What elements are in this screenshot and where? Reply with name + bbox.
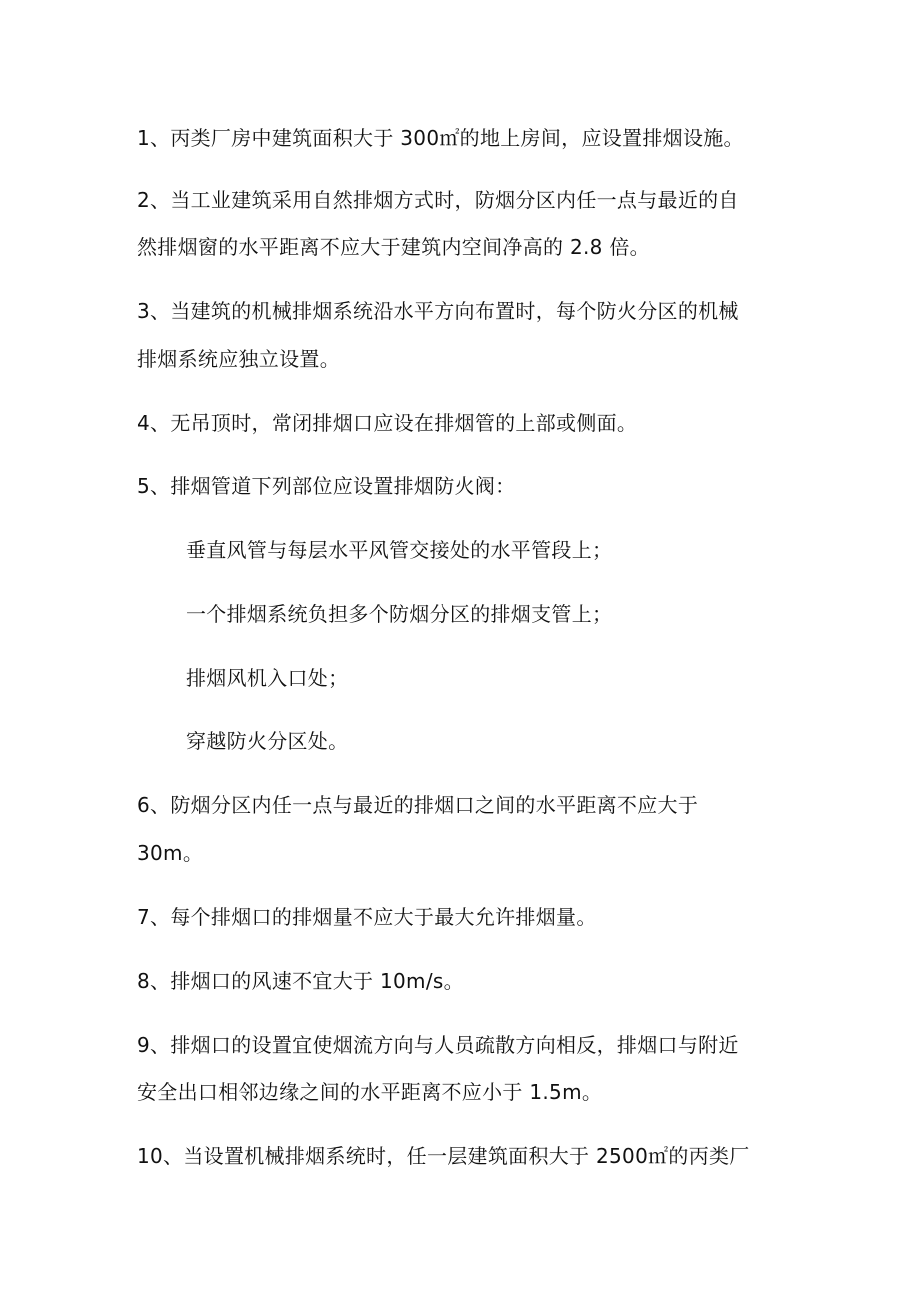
item-2-line-2: 然排烟窗的水平距离不应大于建筑内空间净高的 2.8 倍。 <box>137 235 650 259</box>
item-6-line-2: 30m。 <box>137 841 204 865</box>
item-5-sub-2: 一个排烟系统负担多个防烟分区的排烟支管上； <box>186 602 613 626</box>
item-2-line-1: 2、当工业建筑采用自然排烟方式时，防烟分区内任一点与最近的自 <box>137 188 739 212</box>
item-5-sub-1: 垂直风管与每层水平风管交接处的水平管段上； <box>186 538 613 562</box>
item-1-line: 1、丙类厂房中建筑面积大于 300㎡的地上房间，应设置排烟设施。 <box>137 126 744 150</box>
item-7-line: 7、每个排烟口的排烟量不应大于最大允许排烟量。 <box>137 905 597 929</box>
item-5-line: 5、排烟管道下列部位应设置排烟防火阀： <box>137 474 516 498</box>
item-5-sub-4: 穿越防火分区处。 <box>186 729 349 753</box>
item-9-line-1: 9、排烟口的设置宜使烟流方向与人员疏散方向相反，排烟口与附近 <box>137 1033 739 1057</box>
item-3-line-1: 3、当建筑的机械排烟系统沿水平方向布置时，每个防火分区的机械 <box>137 299 739 323</box>
item-6-line-1: 6、防烟分区内任一点与最近的排烟口之间的水平距离不应大于 <box>137 793 699 817</box>
item-8-line: 8、排烟口的风速不宜大于 10m/s。 <box>137 969 464 993</box>
item-9-line-2: 安全出口相邻边缘之间的水平距离不应小于 1.5m。 <box>137 1080 603 1104</box>
item-4-line: 4、无吊顶时，常闭排烟口应设在排烟管的上部或侧面。 <box>137 411 638 435</box>
item-5-sub-3: 排烟风机入口处； <box>186 666 349 690</box>
item-3-line-2: 排烟系统应独立设置。 <box>137 347 340 371</box>
item-10-line: 10、当设置机械排烟系统时，任一层建筑面积大于 2500㎡的丙类厂 <box>137 1144 750 1168</box>
